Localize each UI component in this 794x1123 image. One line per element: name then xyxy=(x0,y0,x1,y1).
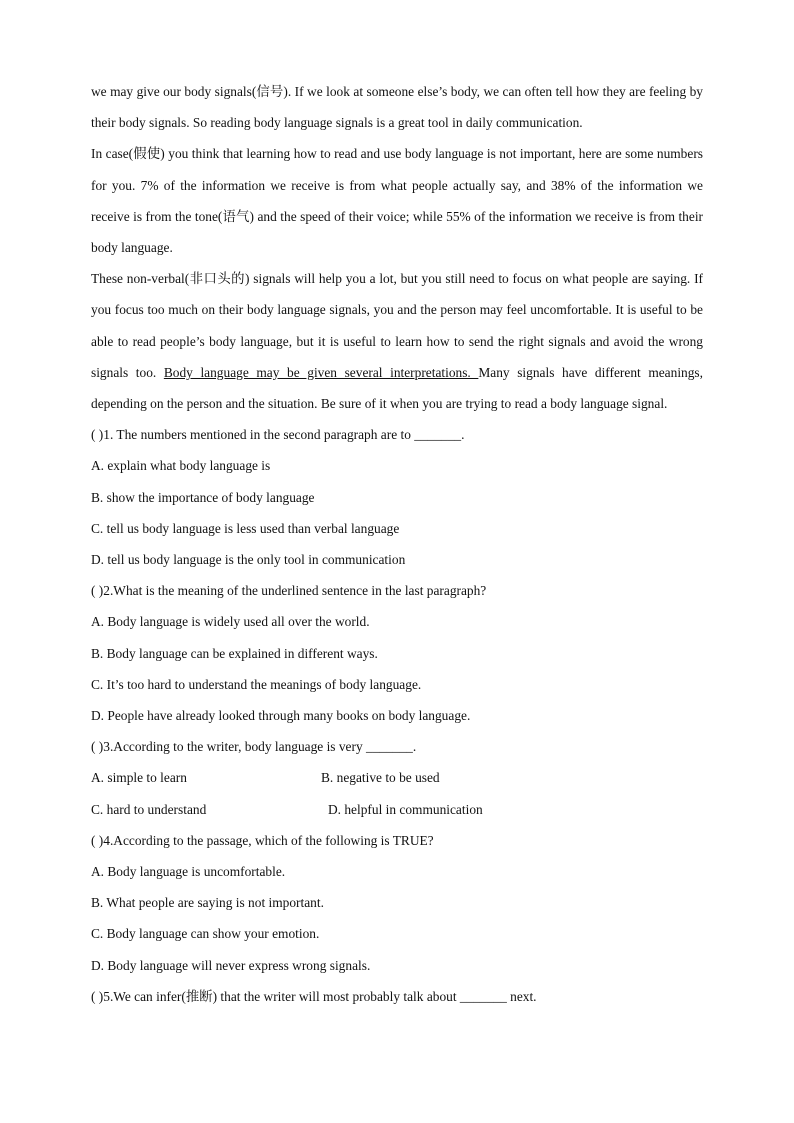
question-3-stem: ( )3.According to the writer, body language is very _______. xyxy=(91,739,417,755)
underlined-sentence: Body language may be given several interpretations. xyxy=(163,364,479,380)
question-2-option-d: D. People have already looked through many books on body language. xyxy=(91,708,471,724)
question-3-options-row-2 xyxy=(91,794,703,825)
question-4-option-a: A. Body language is uncomfortable. xyxy=(91,864,286,880)
question-2 xyxy=(91,575,703,731)
question-2-option-c: C. It’s too hard to understand the meanings of body language. xyxy=(91,676,422,692)
passage-paragraph-3 xyxy=(91,263,703,419)
question-3-option-c: C. hard to understand xyxy=(91,801,207,817)
question-2-option-b: B. Body language can be explained in different ways. xyxy=(91,645,378,661)
document-page xyxy=(91,76,703,1012)
question-3-option-a: A. simple to learn xyxy=(91,770,187,786)
question-1-option-c: C. tell us body language is less used than verbal language xyxy=(91,520,400,536)
question-4-option-b: B. What people are saying is not important. xyxy=(91,895,324,911)
paragraph-3-text-before: These non-verbal(非口头的) signals will help you a lot, but you still need to focus on what people are saying. If you focus too much on their body language signals, you and the person may feel uncomfortable. It is useful to be able to read people’s body language, but it is useful to learn how to send the right signals and avoid the wrong signals too. xyxy=(91,271,703,380)
passage-paragraph-1: we may give our body signals(信号). If we look at someone else’s body, we can often tell how they are feeling by their body signals. So reading body language signals is a great tool in daily communication. xyxy=(91,84,703,131)
question-2-stem: ( )2.What is the meaning of the underlined sentence in the last paragraph? xyxy=(91,583,487,599)
question-1 xyxy=(91,419,703,575)
paragraph-3-text-after: Many signals have different meanings, depending on the person and the situation. Be sure of it when you are trying to read a body language signal. xyxy=(91,364,703,412)
question-3 xyxy=(91,731,703,825)
question-3-option-b: B. negative to be used xyxy=(321,770,440,786)
question-4-option-c: C. Body language can show your emotion. xyxy=(91,926,320,942)
question-2-option-a: A. Body language is widely used all over the world. xyxy=(91,614,370,630)
question-5 xyxy=(91,981,703,1012)
passage-paragraph-2: In case(假使) you think that learning how to read and use body language is not important, here are some numbers for you. 7% of the information we receive is from what people actually say, and 38% of the information we receive is from the tone(语气) and the speed of their voice; while 55% of the information we receive is from their body language. xyxy=(91,146,703,256)
question-1-option-a: A. explain what body language is xyxy=(91,458,271,474)
question-1-option-d: D. tell us body language is the only tool in communication xyxy=(91,552,406,568)
question-3-option-d: D. helpful in communication xyxy=(328,801,483,817)
question-3-options-row-1 xyxy=(91,762,703,793)
question-4-option-d: D. Body language will never express wrong signals. xyxy=(91,957,371,973)
question-5-stem: ( )5.We can infer(推断) that the writer will most probably talk about _______ next. xyxy=(91,988,537,1004)
question-1-option-b: B. show the importance of body language xyxy=(91,489,315,505)
question-4 xyxy=(91,825,703,981)
question-1-stem: ( )1. The numbers mentioned in the second paragraph are to _______. xyxy=(91,427,465,443)
question-4-stem: ( )4.According to the passage, which of the following is TRUE? xyxy=(91,832,434,848)
